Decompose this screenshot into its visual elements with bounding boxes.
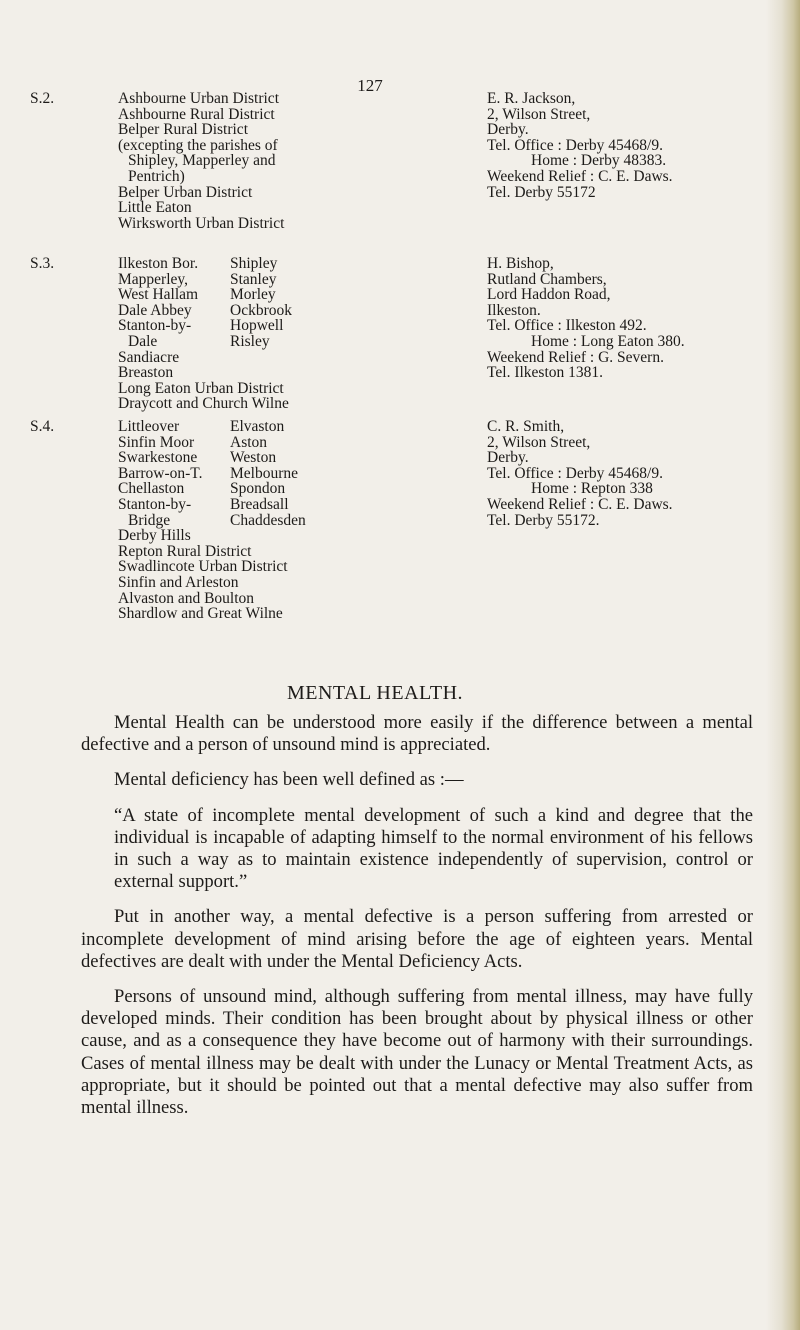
place-name: Risley	[230, 332, 270, 350]
place-name: Shipley	[230, 255, 278, 272]
text-line: E. R. Jackson,	[487, 90, 576, 107]
place-name: Sinfin Moor	[118, 433, 195, 451]
text-line: Tel. Office : Ilkeston 492.	[487, 317, 647, 335]
text-line: Long Eaton Urban District	[118, 379, 284, 397]
place-name: Barrow-on-T.	[118, 464, 203, 482]
place-name: Morley	[230, 286, 276, 304]
text-line: 2, Wilson Street,	[487, 433, 591, 451]
text-line: H. Bishop,	[487, 255, 554, 272]
district-list	[118, 419, 358, 622]
text-line: Shardlow and Great Wilne	[118, 605, 283, 623]
text-line: Sinfin and Arleston	[118, 573, 239, 591]
district-lines	[118, 350, 358, 412]
text-line: Rutland Chambers,	[487, 270, 607, 288]
place-name: Aston	[230, 433, 268, 451]
text-line: Ilkeston.	[487, 301, 541, 319]
place-name: Spondon	[230, 480, 286, 498]
text-line: Ashbourne Rural District	[118, 105, 275, 123]
body-text	[81, 712, 753, 1132]
place-name: Breadsall	[230, 495, 289, 513]
place-name: Melbourne	[230, 464, 299, 482]
place-name: Elvaston	[230, 418, 285, 435]
text-line: Pentrich)	[128, 167, 185, 185]
place-name: Stanton-by-	[118, 317, 192, 335]
text-line: Tel. Derby 55172	[487, 183, 596, 201]
text-line: Home : Derby 48383.	[531, 152, 667, 170]
text-line: Shipley, Mapperley and	[128, 152, 276, 170]
place-name: Chaddesden	[230, 511, 306, 529]
place-name: Bridge	[128, 511, 171, 529]
place-name: Ilkeston Bor.	[118, 255, 199, 272]
officer-address	[487, 419, 757, 528]
officer-address	[487, 256, 757, 381]
place-name: Littleover	[118, 418, 180, 435]
text-line: C. R. Smith,	[487, 418, 565, 435]
place-name: Dale	[128, 332, 158, 350]
text-line: Tel. Ilkeston 1381.	[487, 364, 604, 382]
district-grid	[118, 256, 358, 350]
text-line: (excepting the parishes of	[118, 136, 278, 154]
place-name: Weston	[230, 449, 277, 467]
place-name: Dale Abbey	[118, 301, 192, 319]
text-line: Derby.	[487, 121, 529, 139]
district-grid	[118, 419, 358, 528]
paragraph: Mental deficiency has been well defined as :—	[114, 769, 464, 791]
text-line: Belper Rural District	[118, 121, 248, 139]
text-line: Weekend Relief : G. Severn.	[487, 348, 664, 366]
section-heading: MENTAL HEALTH.	[286, 682, 464, 704]
text-line: Alvaston and Boulton	[118, 589, 255, 607]
text-line: Weekend Relief : C. E. Daws.	[487, 495, 673, 513]
page-number: 127	[357, 76, 383, 95]
paragraph: Put in another way, a mental defective is a person suffering from arrested or incomplete development of mind arising before the age of eighteen years. Mental defectives are dealt with under the Mental Deficiency Acts.	[81, 906, 753, 972]
text-line: Swadlincote Urban District	[118, 558, 288, 576]
text-line: Tel. Office : Derby 45468/9.	[487, 136, 663, 154]
district-list	[118, 91, 358, 231]
officer-address	[487, 91, 757, 200]
text-line: Tel. Derby 55172.	[487, 511, 600, 529]
text-line: Home : Long Eaton 380.	[531, 332, 685, 350]
text-line: Home : Repton 338	[531, 480, 653, 498]
text-line: Derby.	[487, 449, 529, 467]
place-name: Hopwell	[230, 317, 284, 335]
text-line: Lord Haddon Road,	[487, 286, 611, 304]
place-name: Stanton-by-	[118, 495, 192, 513]
text-line: 2, Wilson Street,	[487, 105, 591, 123]
paragraph: Mental Health can be understood more easily if the difference between a mental defective and a person of unsound mind is appreciated.	[81, 712, 753, 756]
paragraph: Persons of unsound mind, although suffering from mental illness, may have fully developed minds. Their condition has been brought about by physical illness or other cause, and as a consequence they have become out of harmony with their surroundings. Cases of mental illness may be dealt with under the Lunacy or Mental Treatment Acts, as appropriate, but it should be pointed out that a mental defective may also suffer from mental illness.	[81, 986, 753, 1119]
page-edge-shadow	[766, 0, 800, 1330]
text-line: Breaston	[118, 364, 174, 382]
place-name: Mapperley,	[118, 270, 189, 288]
text-line: Ashbourne Urban District	[118, 90, 279, 107]
district-list	[118, 256, 358, 412]
text-line: Sandiacre	[118, 348, 180, 366]
text-line: Belper Urban District	[118, 183, 253, 201]
text-line: Derby Hills	[118, 527, 191, 545]
section-code: S.2.	[30, 90, 55, 107]
text-line: Little Eaton	[118, 199, 192, 217]
place-name: West Hallam	[118, 286, 199, 304]
place-name: Chellaston	[118, 480, 185, 498]
text-line: Repton Rural District	[118, 542, 252, 560]
place-name: Ockbrook	[230, 301, 292, 319]
text-line: Wirksworth Urban District	[118, 214, 285, 232]
paragraph: “A state of incomplete mental development of such a kind and degree that the individual is incapable of adapting himself to the normal environment of his fellows in such a way as to maintain existence independently of supervision, control or external support.”	[114, 804, 753, 893]
text-line: Weekend Relief : C. E. Daws.	[487, 167, 673, 185]
place-name: Swarkestone	[118, 449, 198, 467]
place-name: Stanley	[230, 270, 277, 288]
text-line: Draycott and Church Wilne	[118, 395, 289, 413]
text-line: Tel. Office : Derby 45468/9.	[487, 464, 663, 482]
section-code: S.4.	[30, 418, 55, 435]
section-code: S.3.	[30, 255, 55, 272]
district-lines	[118, 528, 358, 622]
